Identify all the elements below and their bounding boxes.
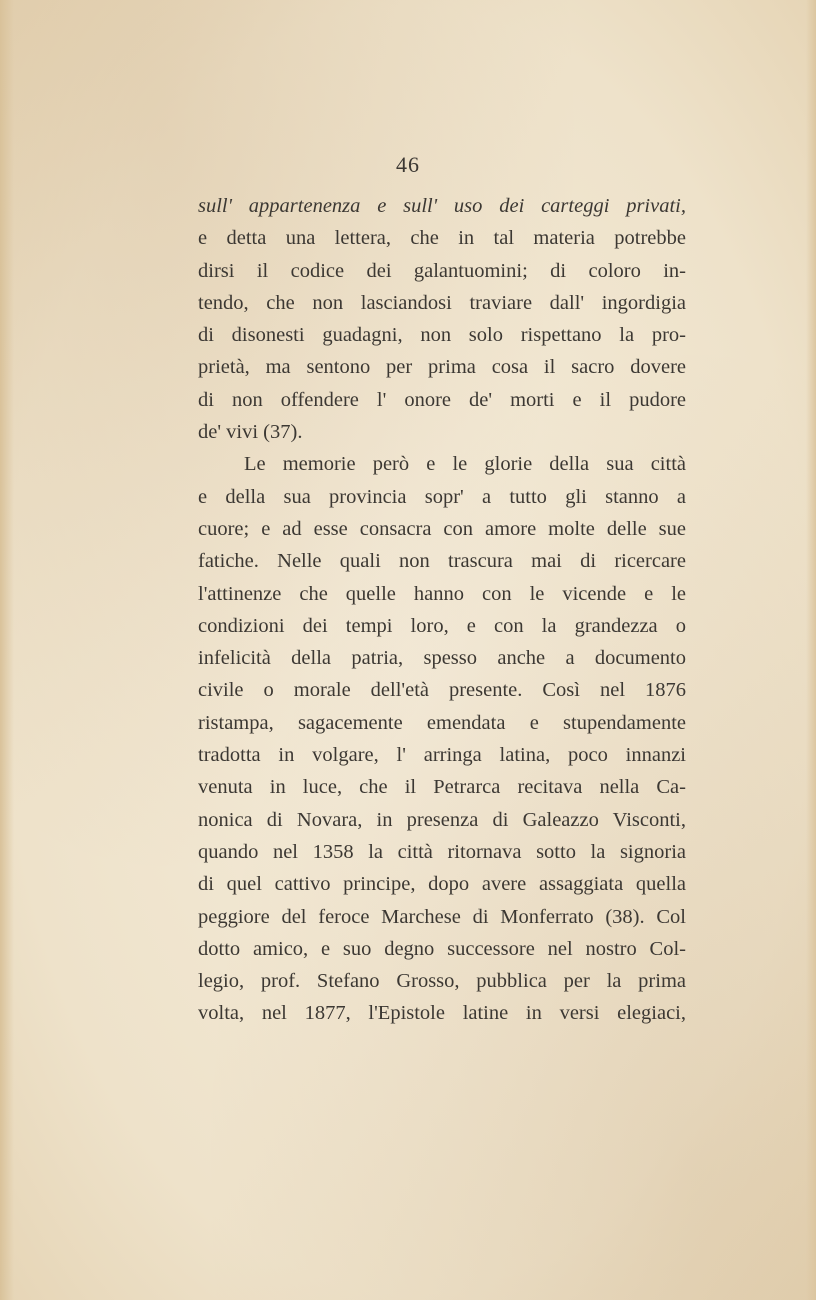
text-line: de' vivi (37). bbox=[198, 421, 303, 444]
text-line: peggiore del feroce Marchese di Monferrato (38). Col bbox=[198, 905, 686, 928]
text-line: nonica di Novara, in presenza di Galeazzo Visconti, bbox=[198, 808, 686, 831]
text-line: di quel cattivo principe, dopo avere assaggiata quella bbox=[198, 873, 686, 896]
text-line: legio, prof. Stefano Grosso, pubblica per la prima bbox=[198, 970, 686, 993]
page-right-edge-shadow bbox=[806, 0, 816, 1300]
text-line: sull' appartenenza e sull' uso dei carteggi privati, bbox=[198, 195, 686, 217]
text-line: cuore; e ad esse consacra con amore molte delle sue bbox=[198, 517, 686, 540]
text-line: volta, nel 1877, l'Epistole latine in versi elegiaci, bbox=[198, 1002, 686, 1025]
text-line: condizioni dei tempi loro, e con la grandezza o bbox=[198, 614, 686, 637]
body-text bbox=[198, 190, 686, 1030]
text-line: e detta una lettera, che in tal materia potrebbe bbox=[198, 227, 686, 250]
text-line: fatiche. Nelle quali non trascura mai di ricercare bbox=[198, 550, 686, 573]
page-left-edge-shadow bbox=[0, 0, 14, 1300]
text-line: infelicità della patria, spesso anche a documento bbox=[198, 647, 686, 670]
page-number: 46 bbox=[396, 152, 420, 177]
text-line: l'attinenze che quelle hanno con le vicende e le bbox=[198, 582, 686, 605]
text-line: civile o morale dell'età presente. Così nel 1876 bbox=[198, 679, 686, 702]
text-line: di disonesti guadagni, non solo rispettano la pro- bbox=[198, 324, 686, 347]
text-line: di non offendere l' onore de' morti e il pudore bbox=[198, 388, 686, 411]
text-line: dirsi il codice dei galantuomini; di coloro in- bbox=[198, 259, 686, 282]
text-line: quando nel 1358 la città ritornava sotto la signoria bbox=[198, 840, 686, 863]
text-line: venuta in luce, che il Petrarca recitava nella Ca- bbox=[198, 776, 686, 799]
text-line: tendo, che non lasciandosi traviare dall' ingordigia bbox=[198, 291, 686, 314]
text-line: prietà, ma sentono per prima cosa il sacro dovere bbox=[198, 356, 686, 379]
text-line: e della sua provincia sopr' a tutto gli stanno a bbox=[198, 485, 686, 508]
text-line: tradotta in volgare, l' arringa latina, poco innanzi bbox=[198, 744, 686, 767]
text-line: dotto amico, e suo degno successore nel nostro Col- bbox=[198, 937, 686, 960]
paragraph-start-line: Le memorie però e le glorie della sua città bbox=[244, 453, 686, 476]
text-line: ristampa, sagacemente emendata e stupendamente bbox=[198, 711, 686, 734]
